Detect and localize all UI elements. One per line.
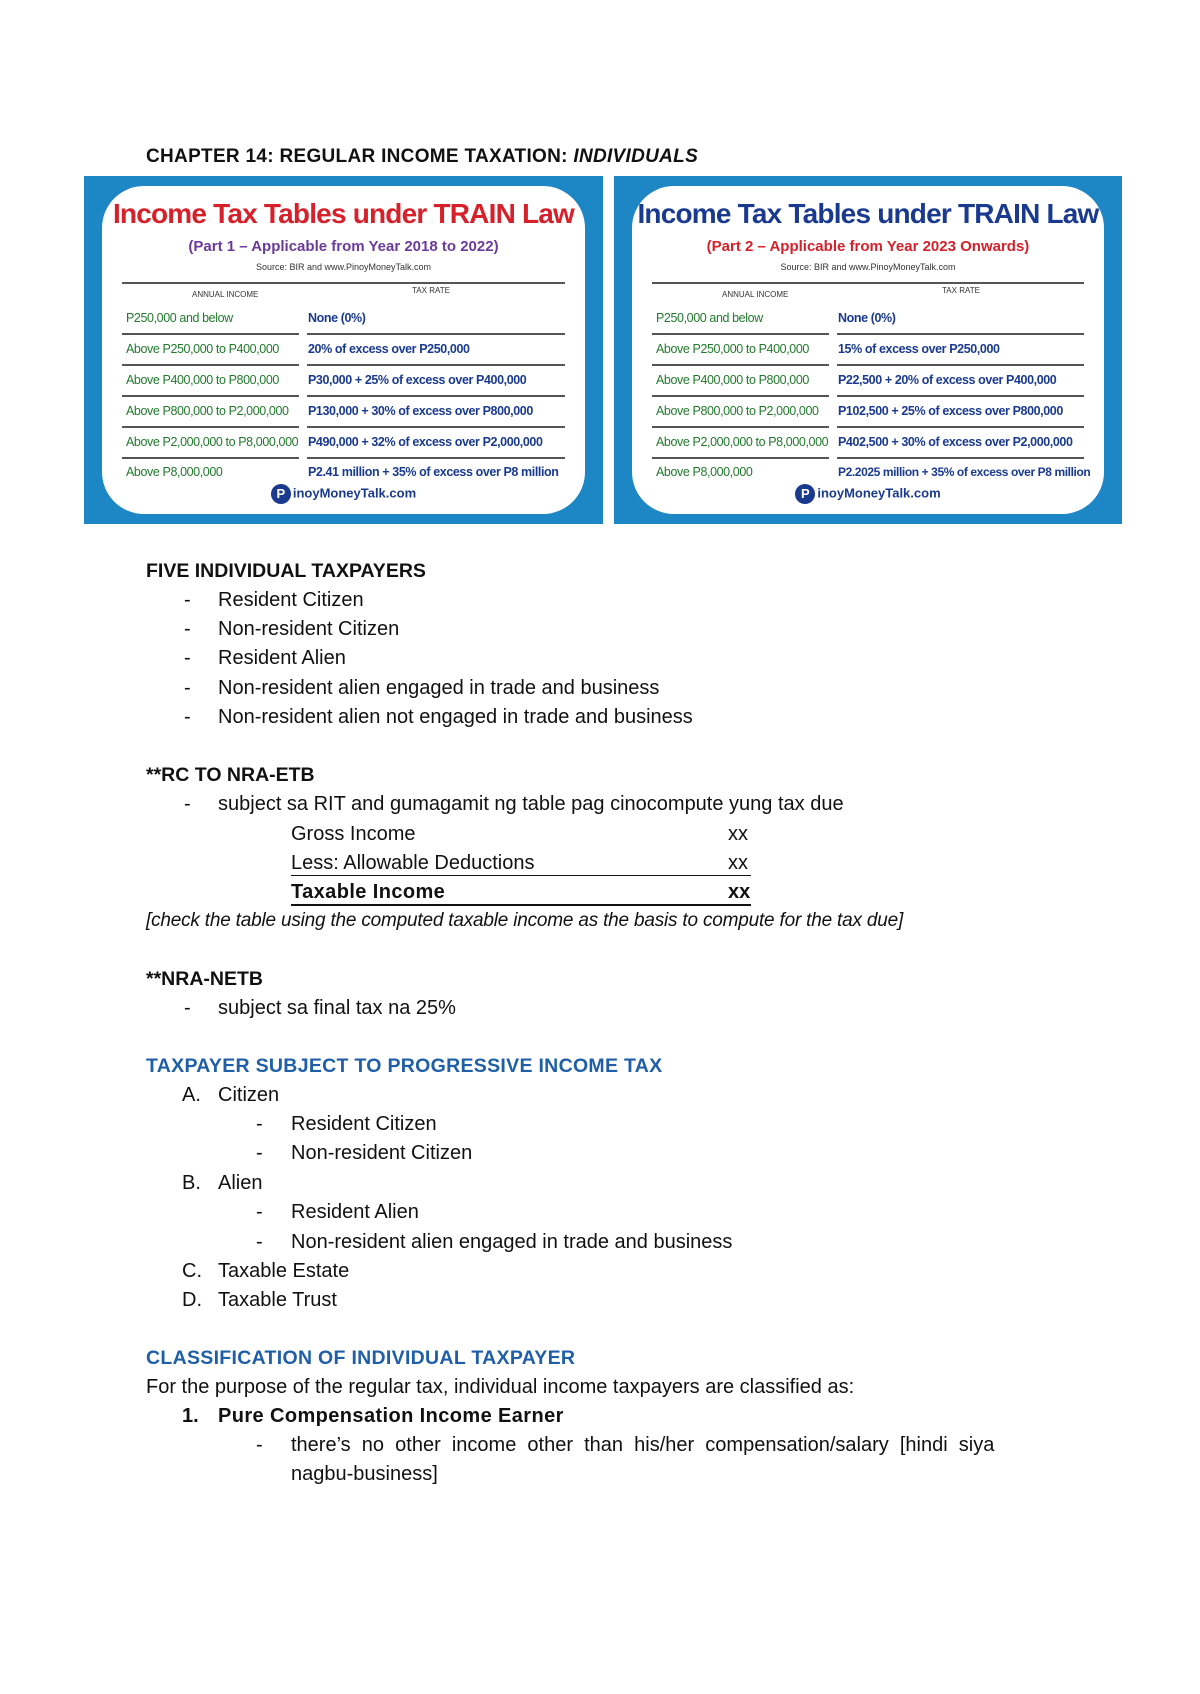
list-item: Taxable Estate bbox=[218, 1260, 350, 1282]
tax-table-row: Above P400,000 to P800,000 P30,000 + 25% of excess over P400,000 bbox=[122, 366, 565, 397]
rc-nra-etb-desc: subject sa RIT and gumagamit ng table pag cinocompute yung tax due bbox=[218, 793, 844, 815]
underline-rule bbox=[291, 875, 751, 876]
list-item: Resident Alien bbox=[218, 647, 346, 669]
five-taxpayers-heading: FIVE INDIVIDUAL TAXPAYERS bbox=[146, 560, 426, 582]
list-letter: A. bbox=[182, 1084, 201, 1106]
computation-label: Less: Allowable Deductions bbox=[291, 852, 535, 874]
computation-value-total: xx bbox=[728, 881, 751, 903]
dash-bullet: - bbox=[256, 1434, 263, 1456]
dash-bullet: - bbox=[184, 677, 191, 699]
classification-item-desc: there’s no other income other than his/her compensation/salary [hindi siya bbox=[291, 1434, 995, 1456]
list-item: Non-resident alien engaged in trade and business bbox=[218, 677, 660, 699]
list-letter: C. bbox=[182, 1260, 202, 1282]
chapter-title: CHAPTER 14: REGULAR INCOME TAXATION: INDIVIDUALS bbox=[146, 146, 699, 167]
list-number: 1. bbox=[182, 1405, 199, 1427]
list-item: Taxable Trust bbox=[218, 1289, 337, 1311]
pinoymoneytalk-logo: P inoyMoneyTalk.com bbox=[102, 484, 585, 504]
tax-table-row: Above P2,000,000 to P8,000,000 P402,500 + 30% of excess over P2,000,000 bbox=[652, 428, 1084, 459]
nra-netb-desc: subject sa final tax na 25% bbox=[218, 997, 456, 1019]
computation-note: [check the table using the computed taxable income as the basis to compute for the tax due] bbox=[146, 910, 904, 931]
tax-table-row: Above P250,000 to P400,000 20% of excess over P250,000 bbox=[122, 335, 565, 366]
tax-table-subtitle: (Part 2 – Applicable from Year 2023 Onwards) bbox=[706, 238, 1030, 255]
computation-value: xx bbox=[728, 852, 748, 874]
list-item: Non-resident Citizen bbox=[291, 1142, 473, 1164]
tax-table-row: P250,000 and below None (0%) bbox=[122, 304, 565, 335]
tax-table-row: Above P2,000,000 to P8,000,000 P490,000 + 32% of excess over P2,000,000 bbox=[122, 428, 565, 459]
tax-table-row: P250,000 and below None (0%) bbox=[652, 304, 1084, 335]
progressive-tax-heading: TAXPAYER SUBJECT TO PROGRESSIVE INCOME TAX bbox=[146, 1055, 663, 1077]
dash-bullet: - bbox=[256, 1142, 263, 1164]
tax-table-subtitle: (Part 1 – Applicable from Year 2018 to 2022) bbox=[188, 238, 499, 255]
list-item: Resident Alien bbox=[291, 1201, 419, 1223]
tax-table-row: Above P800,000 to P2,000,000 P102,500 + 25% of excess over P800,000 bbox=[652, 397, 1084, 428]
dash-bullet: - bbox=[184, 997, 191, 1019]
computation-label-total: Taxable Income bbox=[291, 881, 446, 903]
list-item: Resident Citizen bbox=[291, 1113, 437, 1135]
list-item: Non-resident alien not engaged in trade and business bbox=[218, 706, 693, 728]
pinoymoneytalk-logo: P inoyMoneyTalk.com bbox=[632, 484, 1104, 504]
tax-table-row: Above P8,000,000 P2.2025 million + 35% of excess over P8 million bbox=[656, 465, 1091, 479]
tax-table-header: ANNUAL INCOME TAX RATE bbox=[122, 282, 565, 304]
tax-table-title: Income Tax Tables under TRAIN Law bbox=[637, 198, 1099, 229]
tax-table-title: Income Tax Tables under TRAIN Law bbox=[112, 198, 575, 229]
tax-table-row: Above P800,000 to P2,000,000 P130,000 + 30% of excess over P800,000 bbox=[122, 397, 565, 428]
dash-bullet: - bbox=[184, 647, 191, 669]
classification-item-desc-cont: nagbu-business] bbox=[291, 1463, 438, 1485]
classification-heading: CLASSIFICATION OF INDIVIDUAL TAXPAYER bbox=[146, 1347, 576, 1369]
list-item: Non-resident alien engaged in trade and business bbox=[291, 1231, 733, 1253]
dash-bullet: - bbox=[256, 1201, 263, 1223]
classification-item-title: Pure Compensation Income Earner bbox=[218, 1405, 564, 1427]
rc-nra-etb-heading: **RC TO NRA-ETB bbox=[146, 764, 315, 786]
tax-table-source: Source: BIR and www.PinoyMoneyTalk.com bbox=[255, 262, 432, 272]
tax-table-image-part1 bbox=[84, 176, 603, 524]
list-item: Non-resident Citizen bbox=[218, 618, 400, 640]
dash-bullet: - bbox=[184, 793, 191, 815]
list-letter: B. bbox=[182, 1172, 201, 1194]
dash-bullet: - bbox=[184, 618, 191, 640]
dash-bullet: - bbox=[184, 706, 191, 728]
list-item: Alien bbox=[218, 1172, 263, 1194]
list-letter: D. bbox=[182, 1289, 202, 1311]
list-item: Citizen bbox=[218, 1084, 280, 1106]
tax-table-source: Source: BIR and www.PinoyMoneyTalk.com bbox=[780, 262, 956, 272]
nra-netb-heading: **NRA-NETB bbox=[146, 968, 263, 990]
tax-table-image-part2 bbox=[614, 176, 1122, 524]
dash-bullet: - bbox=[184, 589, 191, 611]
tax-table-row: Above P8,000,000 P2.41 million + 35% of excess over P8 million bbox=[126, 465, 559, 479]
tax-table-row: Above P400,000 to P800,000 P22,500 + 20% of excess over P400,000 bbox=[652, 366, 1084, 397]
dash-bullet: - bbox=[256, 1231, 263, 1253]
classification-intro: For the purpose of the regular tax, individual income taxpayers are classified as: bbox=[146, 1376, 855, 1398]
list-item: Resident Citizen bbox=[218, 589, 364, 611]
tax-table-header: ANNUAL INCOME TAX RATE bbox=[652, 282, 1084, 304]
dash-bullet: - bbox=[256, 1113, 263, 1135]
tax-table-row: Above P250,000 to P400,000 15% of excess over P250,000 bbox=[652, 335, 1084, 366]
underline-rule bbox=[291, 904, 751, 906]
computation-label: Gross Income bbox=[291, 823, 416, 845]
computation-value: xx bbox=[728, 823, 748, 845]
